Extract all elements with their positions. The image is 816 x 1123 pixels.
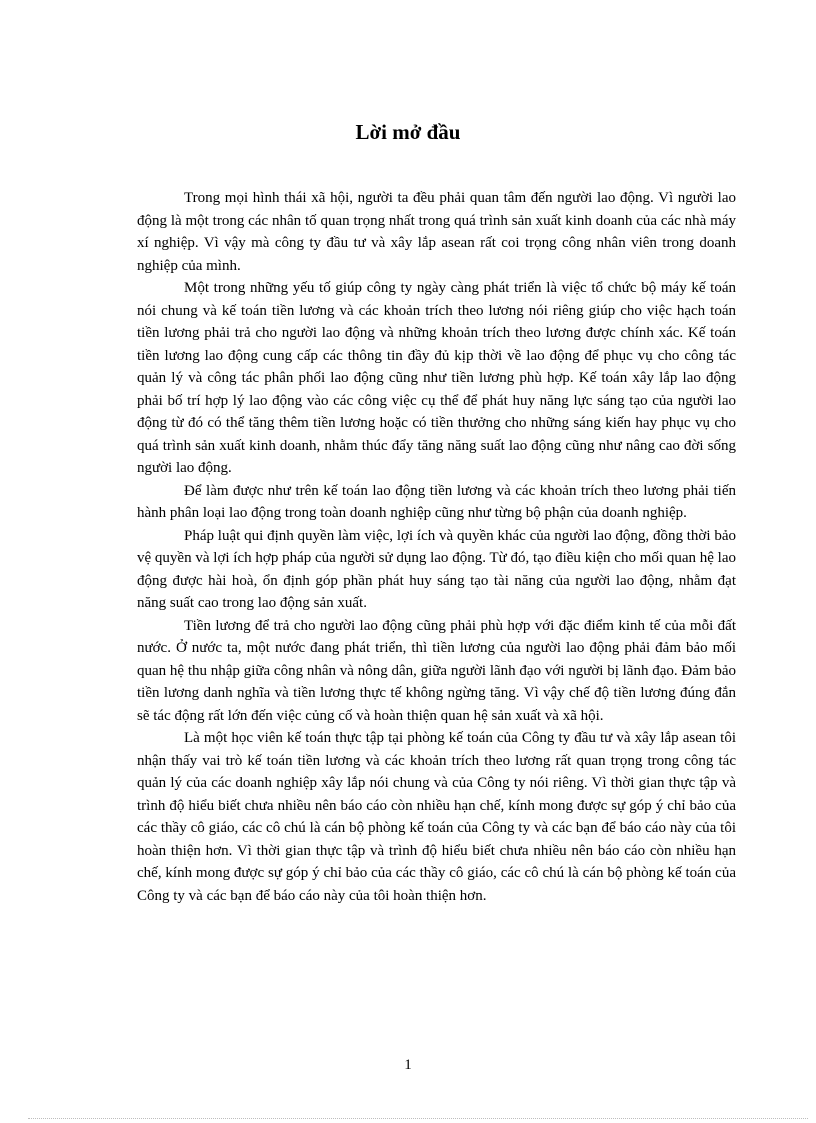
- paragraph: Một trong những yếu tố giúp công ty ngày càng phát triển là việc tổ chức bộ máy kế toán nói chung và kế toán tiền lương và các khoản trích theo lương nói riêng giúp cho việc hạch toán tiền lương phải trả cho người lao động và những khoản trích theo lương được chính xác. Kế toán tiền lương lao động cung cấp các thông tin đầy đủ kịp thời về lao động để phục vụ cho công tác quản lý và công tác phân phối lao động cũng như tiền lương phù hợp. Kế toán xây lắp lao động phải bố trí hợp lý lao động vào các công việc cụ thể để phát huy năng lực sáng tạo của người lao động từ đó có thể tăng thêm tiền lương hoặc có tiền thưởng cho những sáng kiến hay phục vụ cho quá trình sản xuất kinh doanh, nhằm thúc đẩy tăng năng suất lao động cũng như nâng cao đời sống người lao động.: [137, 280, 736, 476]
- document-body: [137, 187, 736, 907]
- paragraph: Là một học viên kế toán thực tập tại phòng kế toán của Công ty đầu tư và xây lắp asean tôi nhận thấy vai trò kế toán tiền lương và các khoản trích theo lương rất quan trọng trong công tác quản lý của các doanh nghiệp xây lắp nói chung và của Công ty nói riêng. Vì thời gian thực tập và trình độ hiểu biết chưa nhiều nên báo cáo còn nhiều hạn chế, kính mong được sự góp ý chỉ bảo của các thầy cô giáo, các cô chú là cán bộ phòng kế toán của Công ty và các bạn để báo cáo này của tôi hoàn thiện hơn. Vì thời gian thực tập và trình độ hiểu biết chưa nhiều nên báo cáo còn nhiều hạn chế, kính mong được sự góp ý chỉ bảo của các thầy cô giáo, các cô chú là cán bộ phòng kế toán của Công ty và các bạn để báo cáo này của tôi hoàn thiện hơn.: [137, 730, 736, 904]
- paragraph: Pháp luật qui định quyền làm việc, lợi ích và quyền khác của người lao động, đồng thời bảo vệ quyền và lợi ích hợp pháp của người sử dụng lao động. Từ đó, tạo điều kiện cho mối quan hệ lao động được hài hoà, ổn định góp phần phát huy sáng tạo tài năng của người lao động, nhằm đạt năng suất cao trong lao động sản xuất.: [137, 527, 736, 611]
- page-bottom-edge: [28, 1118, 808, 1119]
- paragraph: Để làm được như trên kế toán lao động tiền lương và các khoản trích theo lương phải tiến hành phân loại lao động trong toàn doanh nghiệp cũng như từng bộ phận của doanh nghiệp.: [137, 482, 736, 521]
- paragraph: Tiền lương để trả cho người lao động cũng phải phù hợp với đặc điểm kinh tế của mỗi đất nước. Ở nước ta, một nước đang phát triển, thì tiền lương của người lao động phải đảm bảo mối quan hệ thu nhập giữa công nhân và nông dân, giữa người lãnh đạo với người bị lãnh đạo. Đảm bảo tiền lương danh nghĩa và tiền lương thực tế không ngừng tăng. Vì vậy chế độ tiền lương đúng đắn sẽ tác động rất lớn đến việc củng cố và hoàn thiện quan hệ sản xuất và xã hội.: [137, 617, 736, 724]
- page-title: Lời mở đầu: [355, 120, 461, 144]
- page-number: 1: [404, 1057, 412, 1073]
- paragraph: Trong mọi hình thái xã hội, người ta đều phải quan tâm đến người lao động. Vì người lao động là một trong các nhân tố quan trọng nhất trong quá trình sản xuất kinh doanh của các nhà máy xí nghiệp. Vì vậy mà công ty đầu tư và xây lắp asean rất coi trọng công nhân viên trong doanh nghiệp của mình.: [137, 190, 736, 274]
